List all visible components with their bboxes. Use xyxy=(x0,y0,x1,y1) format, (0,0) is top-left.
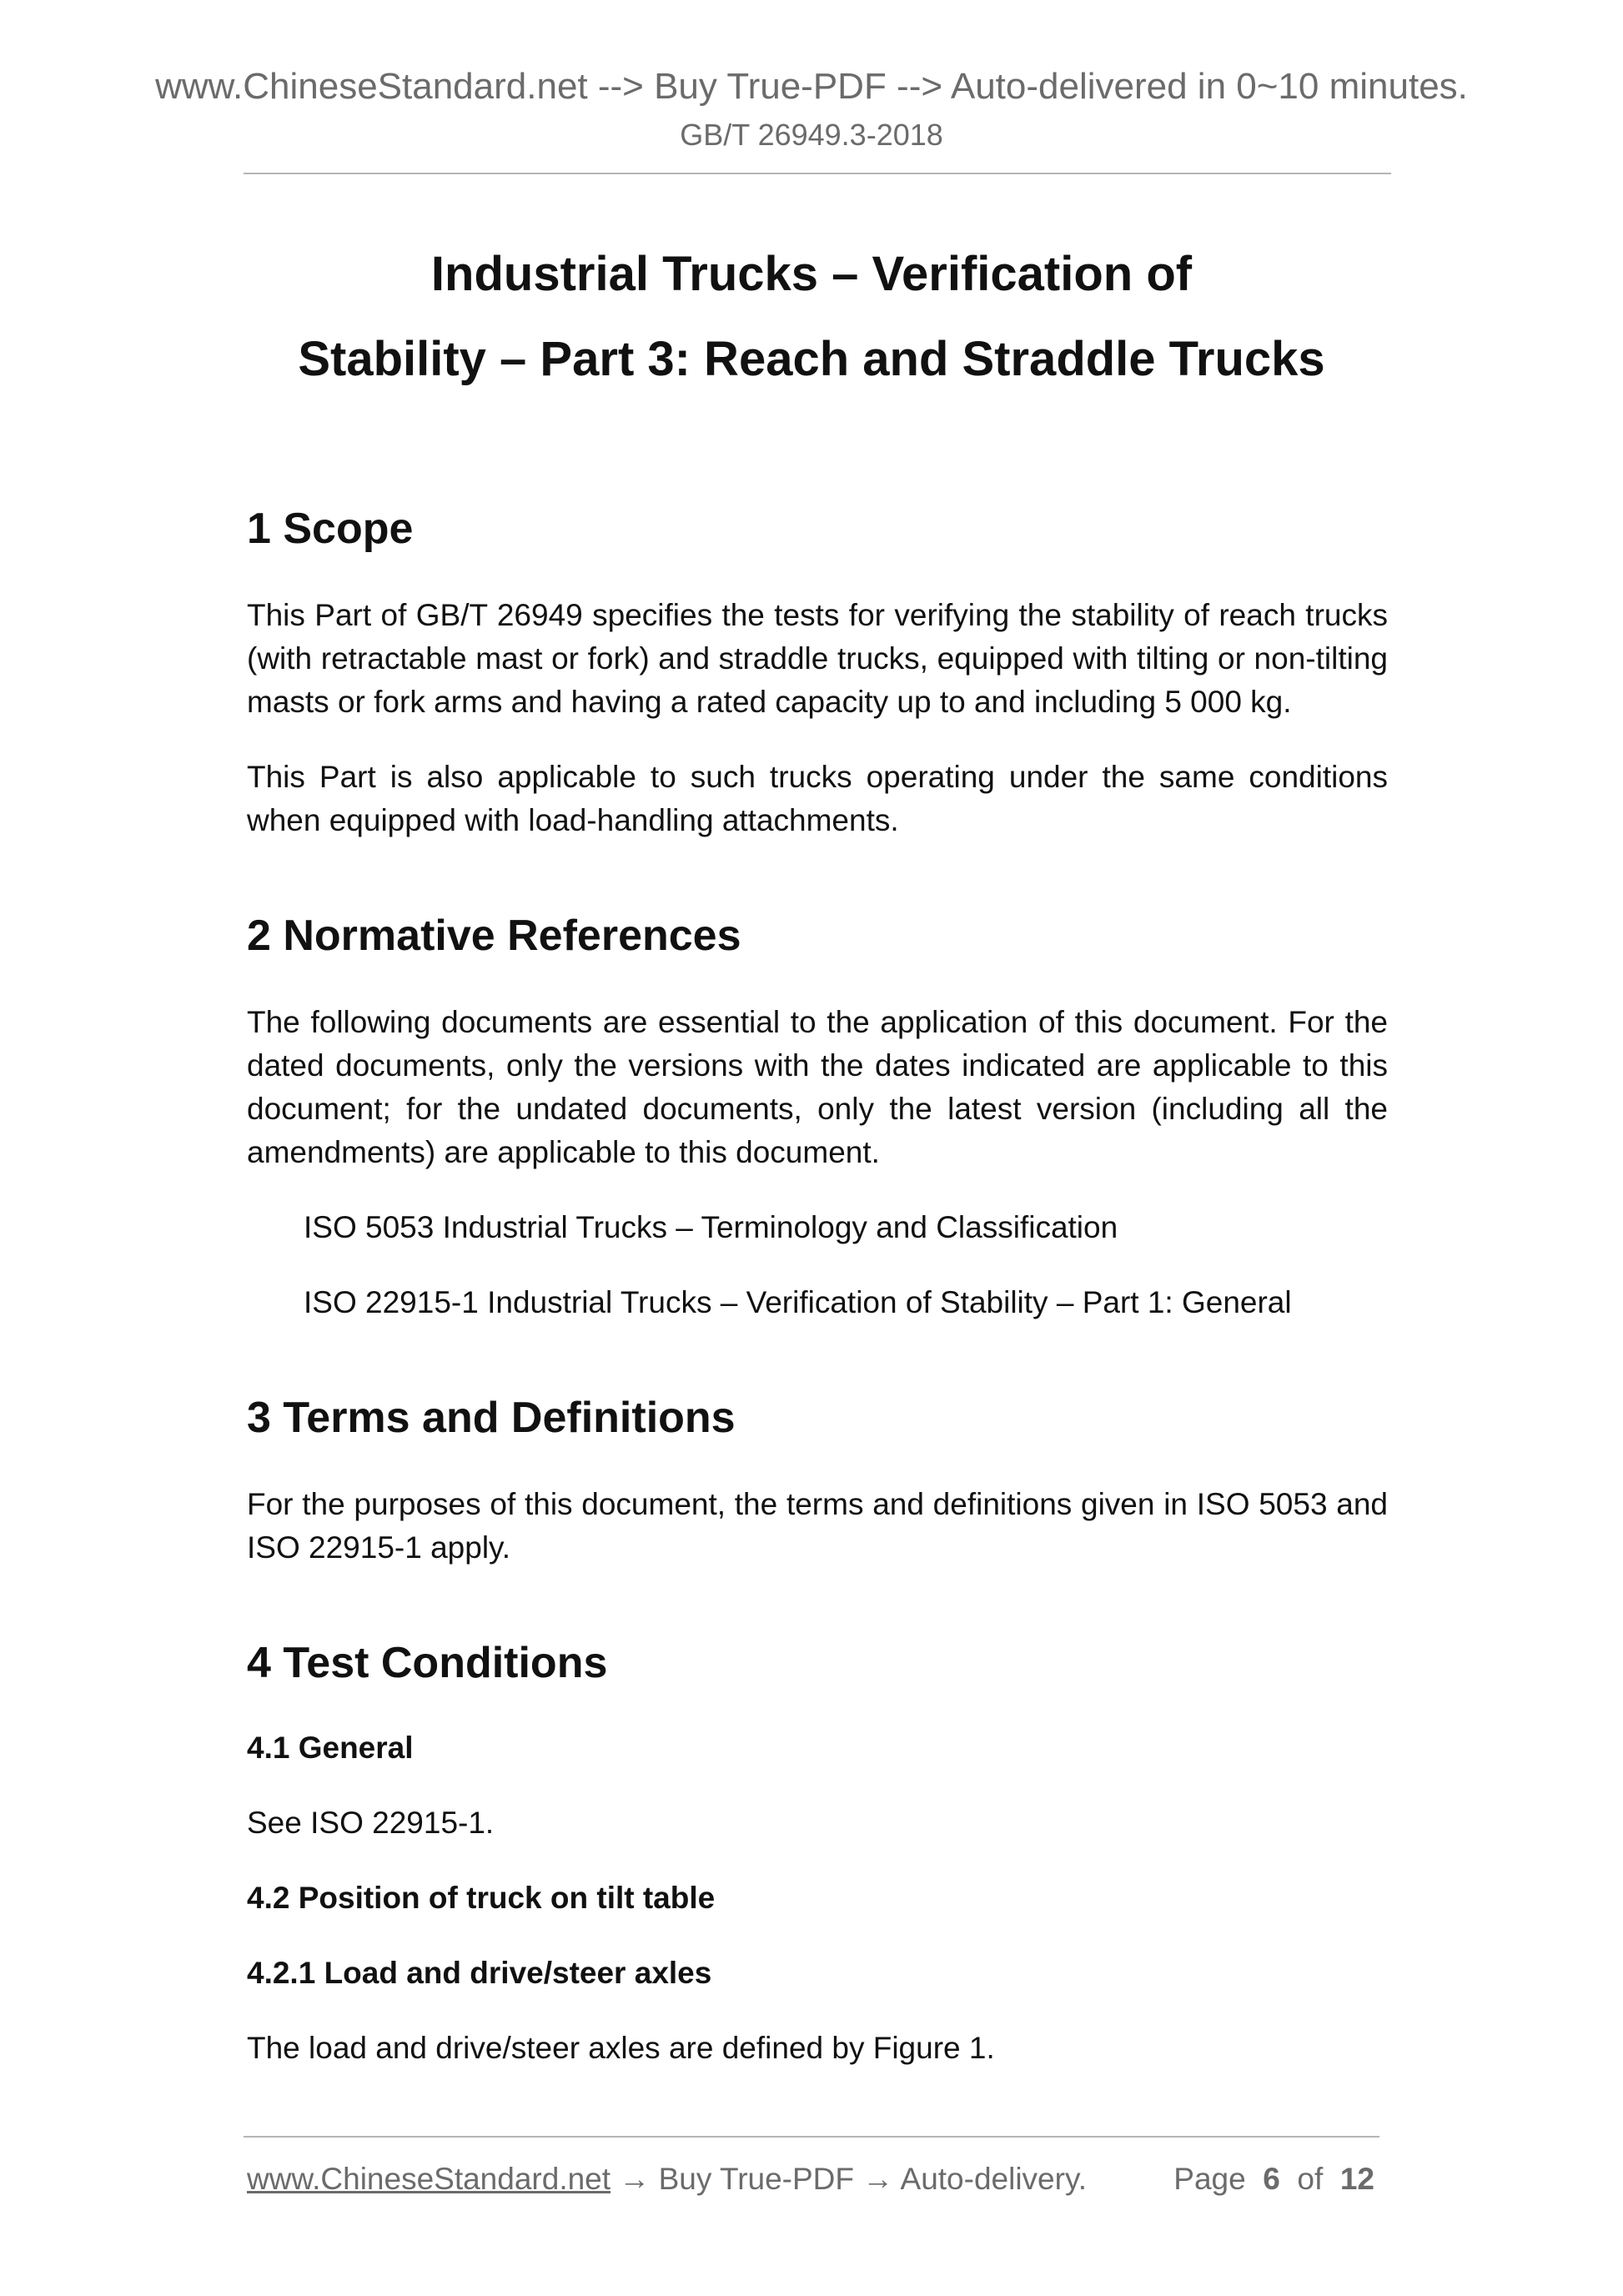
standard-code: GB/T 26949.3-2018 xyxy=(680,118,943,152)
general-paragraph: See ISO 22915-1. xyxy=(247,1806,495,1840)
scope-paragraph-2: This Part is also applicable to such trucks operating under the same conditions when equipped with load-handling attachments. xyxy=(247,760,1388,837)
subsection-heading-load-and-drive-steer-axles: 4.2.1 Load and drive/steer axles xyxy=(247,1956,712,1990)
subsection-heading-general: 4.1 General xyxy=(247,1731,414,1765)
page-label: Page xyxy=(1173,2162,1246,2196)
load-and-drive-steer-axles-paragraph: The load and drive/steer axles are defined by Figure 1. xyxy=(247,2031,995,2065)
document-title-line-1: Industrial Trucks – Verification of xyxy=(430,247,1193,301)
page-header xyxy=(0,63,1623,155)
section-heading-normative-references: 2 Normative References xyxy=(247,912,741,960)
document-title-line-2: Stability – Part 3: Reach and Straddle Trucks xyxy=(298,332,1325,386)
reference-item-iso-5053: ISO 5053 Industrial Trucks – Terminology and Classification xyxy=(304,1210,1118,1244)
header-promo-text: www.ChineseStandard.net --> Buy True-PDF --> Auto-delivered in 0~10 minutes. xyxy=(155,66,1468,107)
normative-references-paragraph: The following documents are essential to the application of this document. For the dated documents, only the versions with the dates indicated are applicable to this document; for the undated documents, only the latest version (including all the amendments) are applicable to this document. xyxy=(247,1005,1388,1169)
current-page-number: 6 xyxy=(1263,2162,1280,2196)
section-heading-scope: 1 Scope xyxy=(247,505,414,553)
section-heading-test-conditions: 4 Test Conditions xyxy=(247,1639,608,1687)
document-body xyxy=(247,494,1388,2070)
scope-paragraph-1: This Part of GB/T 26949 specifies the tests for verifying the stability of reach trucks (with retractable mast or fork) and straddle trucks, equipped with tilting or non-tilting masts or fork arms and having a rated capacity up to and including 5 000 kg. xyxy=(247,598,1388,719)
footer-promo-text: → Buy True-PDF → Auto-delivery. xyxy=(611,2162,1087,2196)
header-divider xyxy=(244,173,1391,174)
footer-promo xyxy=(247,2158,1087,2200)
reference-item-iso-22915-1: ISO 22915-1 Industrial Trucks – Verification of Stability – Part 1: General xyxy=(304,1285,1292,1319)
document-title xyxy=(0,232,1623,402)
footer-site-link[interactable]: www.ChineseStandard.net xyxy=(247,2162,611,2196)
section-heading-terms-and-definitions: 3 Terms and Definitions xyxy=(247,1394,736,1442)
of-label: of xyxy=(1297,2162,1324,2196)
subsection-heading-position-of-truck: 4.2 Position of truck on tilt table xyxy=(247,1881,716,1915)
total-page-count: 12 xyxy=(1339,2162,1374,2196)
page-indicator xyxy=(1173,2158,1374,2200)
footer-divider xyxy=(244,2136,1379,2138)
terms-and-definitions-paragraph: For the purposes of this document, the terms and definitions given in ISO 5053 and ISO 22915-1 apply. xyxy=(247,1487,1388,1565)
